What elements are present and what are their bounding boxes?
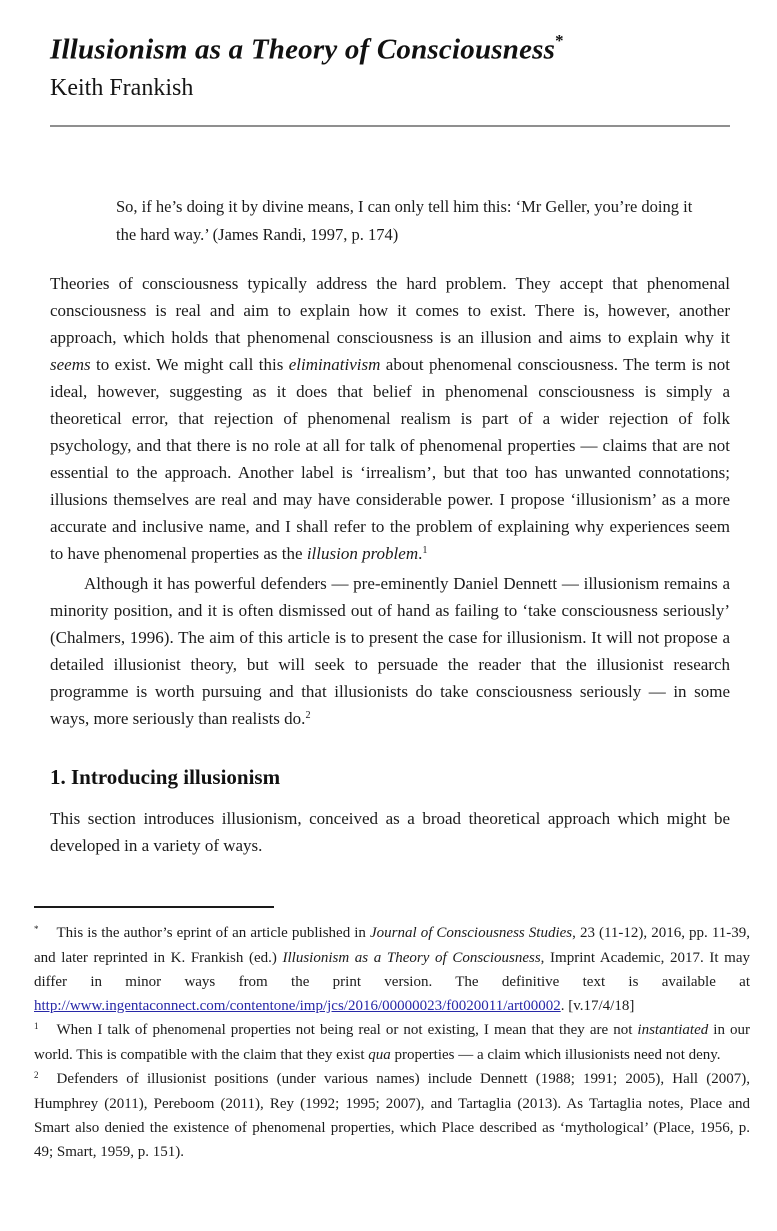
- text-run: When I talk of phenomenal properties not being real or not existing, I mean that they are not: [56, 1021, 638, 1038]
- text-run: eliminativism: [288, 354, 381, 374]
- article-header: [50, 24, 730, 105]
- text-run: , 23 (11-12), 2016, pp. 11-39, and later reprinted in K. Frankish (ed.): [34, 924, 751, 966]
- footnote-2-text: [34, 1071, 750, 1160]
- paragraph-1: [50, 270, 730, 570]
- footnote-ref: 1: [422, 545, 428, 557]
- text-run: .: [418, 543, 423, 563]
- article-title: [50, 24, 730, 69]
- footnote-1: [34, 1018, 750, 1067]
- footnote-star-marker: *: [34, 923, 39, 934]
- footnote-star-text: [34, 925, 750, 1014]
- section-1-intro-paragraph: This section introduces illusionism, conceived as a broad theoretical approach which might be developed in a variety of ways.: [50, 808, 730, 855]
- footnote-1-marker: 1: [34, 1020, 39, 1031]
- article-author: Keith Frankish: [50, 74, 194, 101]
- text-run: Theories of consciousness typically address the hard problem. They accept that phenomenal consciousness is real and aim to explain how it comes to exist. There is, however, another approach, which holds that phenomenal consciousness is an illusion and aims to explain why it: [50, 273, 730, 347]
- text-run: instantiated: [637, 1021, 709, 1038]
- text-run: about phenomenal consciousness. The term is not ideal, however, suggesting as it does that belief in phenomenal consciousness is simply a theoretical error, that rejection of phenomenal realism is part of a wider rejection of folk psychology, and that there is no role at all for talk of phenomenal properties — claims that are not essential to the approach. Another label is ‘irrealism’, but that too has unwanted connotations; illusions themselves are real and may have considerable power. I propose ‘illusionism’ as a more accurate and inclusive name, and I shall refer to the problem of explaining why experiences seem to have phenomenal properties as the: [50, 354, 730, 563]
- epigraph-quote: So, if he’s doing it by divine means, I can only tell him this: ‘Mr Geller, you’re doing it the hard way.’ (James Randi, 1997, p. 174): [116, 196, 693, 244]
- paragraph-2: [50, 570, 730, 735]
- text-run: qua: [368, 1046, 391, 1063]
- text-run: . [v.17/4/18]: [560, 997, 635, 1014]
- footnote-divider: [34, 906, 274, 908]
- text-run: Although it has powerful defenders — pre-eminently Daniel Dennett — illusionism remains a minority position, and it is often dismissed out of hand as failing to ‘take consciousness seriously’ (Chalmers, 1996). The aim of this article is to present the case for illusionism. It will not propose a detailed illusionist theory, but will seek to persuade the reader that the illusionist research programme is worth pursuing and that illusionists do take consciousness seriously — in some ways, more seriously than realists do.: [50, 573, 730, 728]
- footnote-2: [34, 1067, 750, 1164]
- text-run: , Imprint Academic, 2017. It may differ in minor ways from the print version. The definitive text is available at: [34, 949, 751, 990]
- footnote-1-text: [34, 1022, 750, 1063]
- footnote-star: [34, 921, 750, 1018]
- section-1-heading: 1. Introducing illusionism: [50, 764, 281, 789]
- footnotes-block: [34, 921, 750, 1164]
- header-divider: [50, 125, 730, 127]
- text-run: Illusionism as a Theory of Consciousness: [282, 949, 541, 966]
- text-run: illusion problem: [306, 543, 419, 563]
- hyperlink[interactable]: http://www.ingentaconnect.com/contentone/imp/jcs/2016/00000023/f0020011/art00002: [34, 997, 561, 1014]
- footnote-ref: 2: [305, 710, 311, 722]
- text-run: seems: [50, 354, 91, 374]
- article-title-text: Illusionism as a Theory of Consciousness: [50, 33, 556, 66]
- text-run: Defenders of illusionist positions (under various names) include Dennett (1988; 1991; 2005), Hall (2007), Humphrey (2011), Pereboom (2011), Rey (1992; 1995; 2007), and Tartaglia (2013). As Tartaglia notes, Place and Smart also denied the existence of phenomenal properties, which Place described as ‘mythological’ (Place, 1956, p. 49; Smart, 1959, p. 151).: [34, 1070, 750, 1160]
- text-run: Journal of Consciousness Studies: [369, 924, 573, 941]
- text-run: This is the author’s eprint of an article published in: [56, 924, 370, 941]
- text-run: in our world. This is compatible with the claim that they exist: [34, 1021, 750, 1063]
- text-run: to exist. We might call this: [90, 354, 289, 374]
- footnote-2-marker: 2: [34, 1069, 39, 1080]
- text-run: properties — a claim which illusionists need not deny.: [390, 1046, 721, 1063]
- title-footnote-marker: *: [555, 31, 564, 51]
